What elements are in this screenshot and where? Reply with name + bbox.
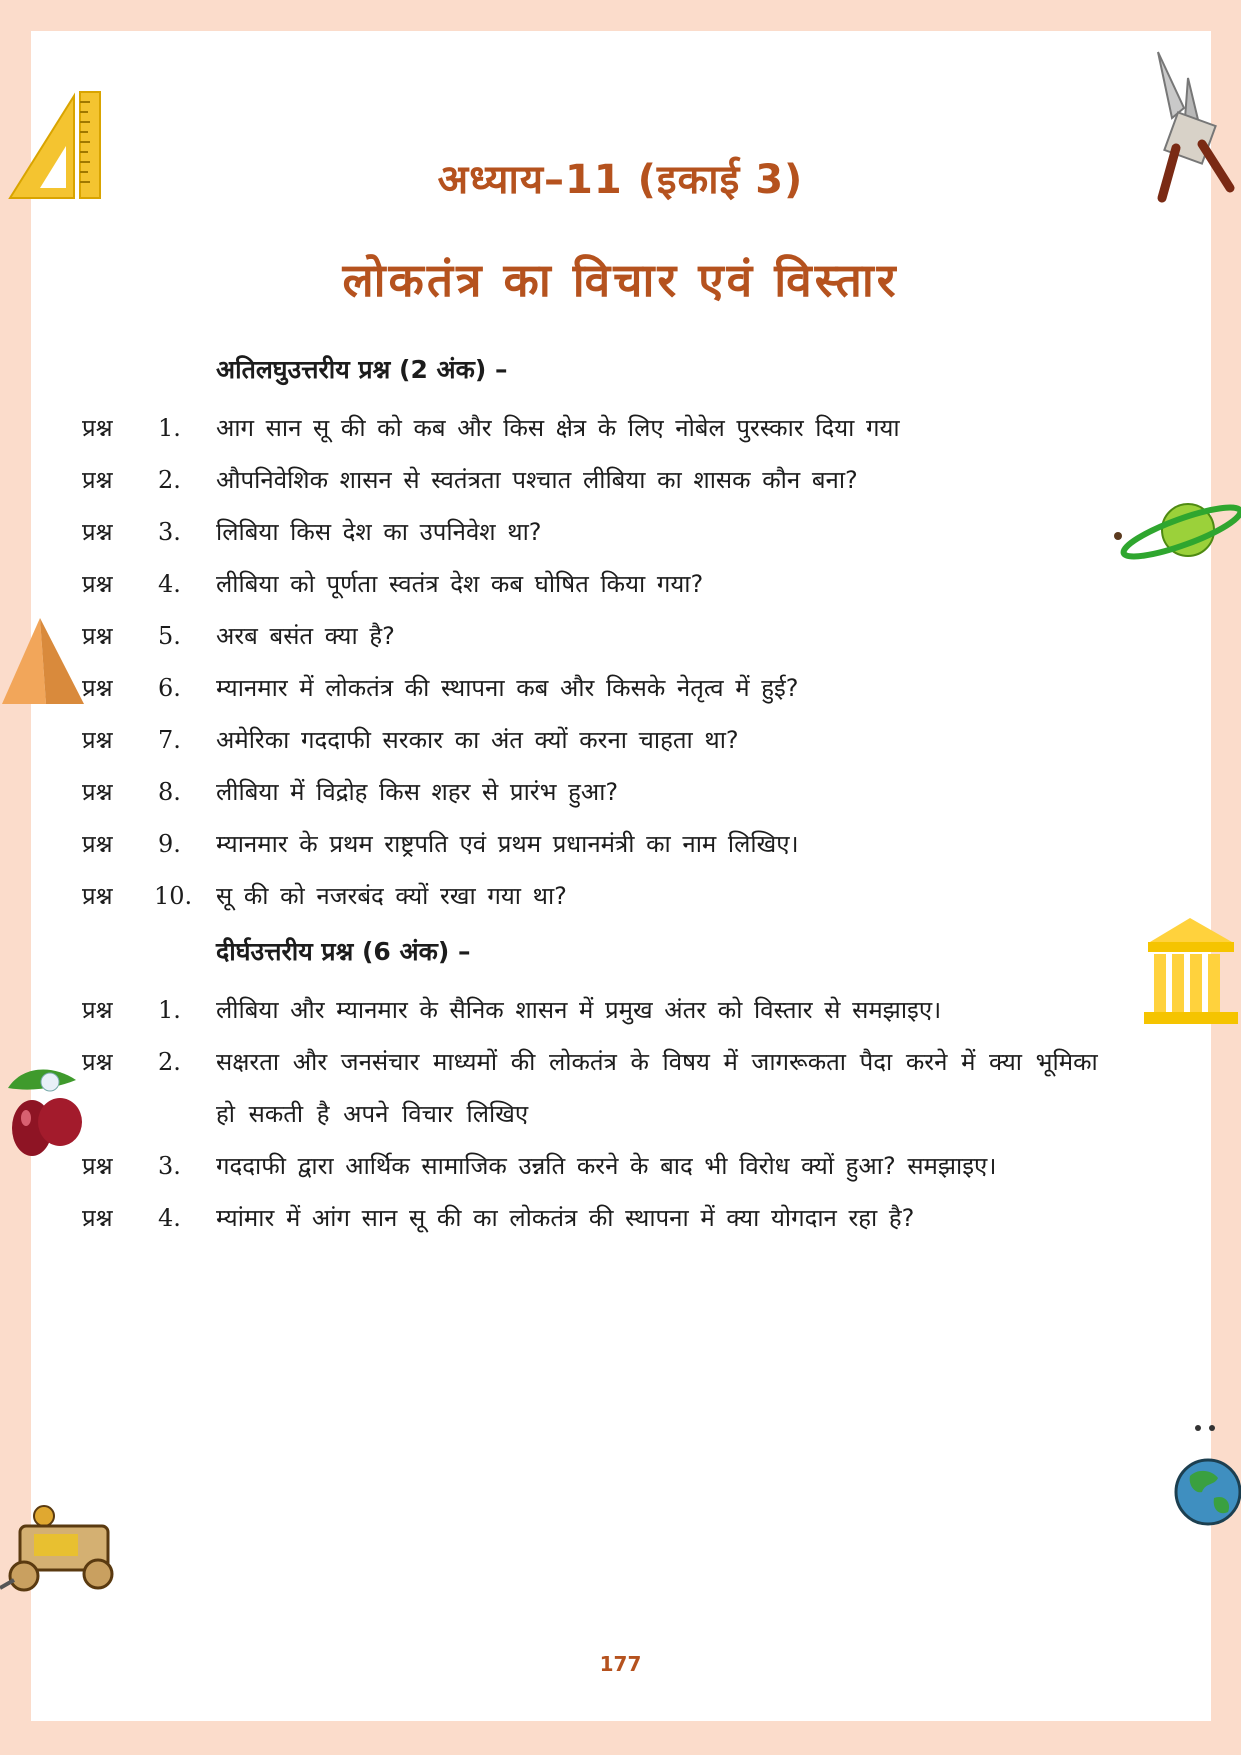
question-number: 2. <box>158 1048 181 1076</box>
question-text: अरब बसंत क्या है? <box>216 622 395 650</box>
question-label: प्रश्न <box>82 414 113 442</box>
question-text: लीबिया को पूर्णता स्वतंत्र देश कब घोषित किया गया? <box>216 570 704 598</box>
question-label: प्रश्न <box>82 1048 113 1076</box>
question-text: लीबिया में विद्रोह किस शहर से प्रारंभ हुआ? <box>216 778 619 806</box>
question-label: प्रश्न <box>82 622 113 650</box>
globe-icon <box>1168 1420 1241 1530</box>
chapter-title: अध्याय–11 (इकाई 3) <box>437 157 804 203</box>
pillar-temple-icon <box>1140 912 1241 1028</box>
question-number: 4. <box>158 570 181 598</box>
question-number: 3. <box>158 1152 181 1180</box>
question-text: औपनिवेशिक शासन से स्वतंत्रता पश्चात लीबिया का शासक कौन बना? <box>216 466 858 494</box>
chapter-subtitle: लोकतंत्र का विचार एवं विस्तार <box>342 253 899 307</box>
question-number: 9. <box>158 830 181 858</box>
question-text: म्यानमार में लोकतंत्र की स्थापना कब और किसके नेतृत्व में हुई? <box>216 674 799 702</box>
question-number: 10. <box>154 882 193 910</box>
question-number: 1. <box>158 996 181 1024</box>
question-label: प्रश्न <box>82 570 113 598</box>
question-label: प्रश्न <box>82 882 113 910</box>
berries-icon <box>2 1058 92 1168</box>
question-label: प्रश्न <box>82 778 113 806</box>
question-text: अमेरिका गददाफी सरकार का अंत क्यों करना चाहता था? <box>216 726 739 754</box>
question-text: म्यांमार में आंग सान सू की का लोकतंत्र की स्थापना में क्या योगदान रहा है? <box>216 1204 915 1232</box>
question-text: सू की को नजरबंद क्यों रखा गया था? <box>216 882 567 910</box>
question-label: प्रश्न <box>82 996 113 1024</box>
question-number: 3. <box>158 518 181 546</box>
page-number: 177 <box>599 1652 642 1676</box>
planet-icon <box>1110 498 1241 568</box>
question-label: प्रश्न <box>82 466 113 494</box>
pyramid-icon <box>0 616 86 706</box>
question-number: 8. <box>158 778 181 806</box>
question-text: सक्षरता और जनसंचार माध्यमों की लोकतंत्र के विषय में जागरूकता पैदा करने में क्या भूमिका हो सकती है अपने विचार लिखिए <box>216 1048 1098 1128</box>
question-number: 7. <box>158 726 181 754</box>
question-number: 1. <box>158 414 181 442</box>
short-answer-heading: अतिलघुउत्तरीय प्रश्न (2 अंक) – <box>216 355 508 384</box>
question-number: 5. <box>158 622 181 650</box>
question-label: प्रश्न <box>82 830 113 858</box>
question-text: लिबिया किस देश का उपनिवेश था? <box>216 518 542 546</box>
question-label: प्रश्न <box>82 518 113 546</box>
question-text: आग सान सू की को कब और किस क्षेत्र के लिए नोबेल पुरस्कार दिया गया <box>216 414 900 442</box>
long-answer-heading: दीर्घउत्तरीय प्रश्न (6 अंक) – <box>216 937 471 966</box>
question-label: प्रश्न <box>82 1152 113 1180</box>
question-number: 2. <box>158 466 181 494</box>
question-label: प्रश्न <box>82 674 113 702</box>
question-text: लीबिया और म्यानमार के सैनिक शासन में प्रमुख अंतर को विस्तार से समझाइए। <box>216 996 942 1024</box>
question-text: गददाफी द्वारा आर्थिक सामाजिक उन्नति करने के बाद भी विरोध क्यों हुआ? समझाइए। <box>216 1152 997 1180</box>
question-number: 4. <box>158 1204 181 1232</box>
cart-icon <box>0 1504 126 1598</box>
question-text: म्यानमार के प्रथम राष्ट्रपति एवं प्रथम प्रधानमंत्री का नाम लिखिए। <box>216 830 799 858</box>
question-number: 6. <box>158 674 181 702</box>
question-label: प्रश्न <box>82 726 113 754</box>
question-label: प्रश्न <box>82 1204 113 1232</box>
